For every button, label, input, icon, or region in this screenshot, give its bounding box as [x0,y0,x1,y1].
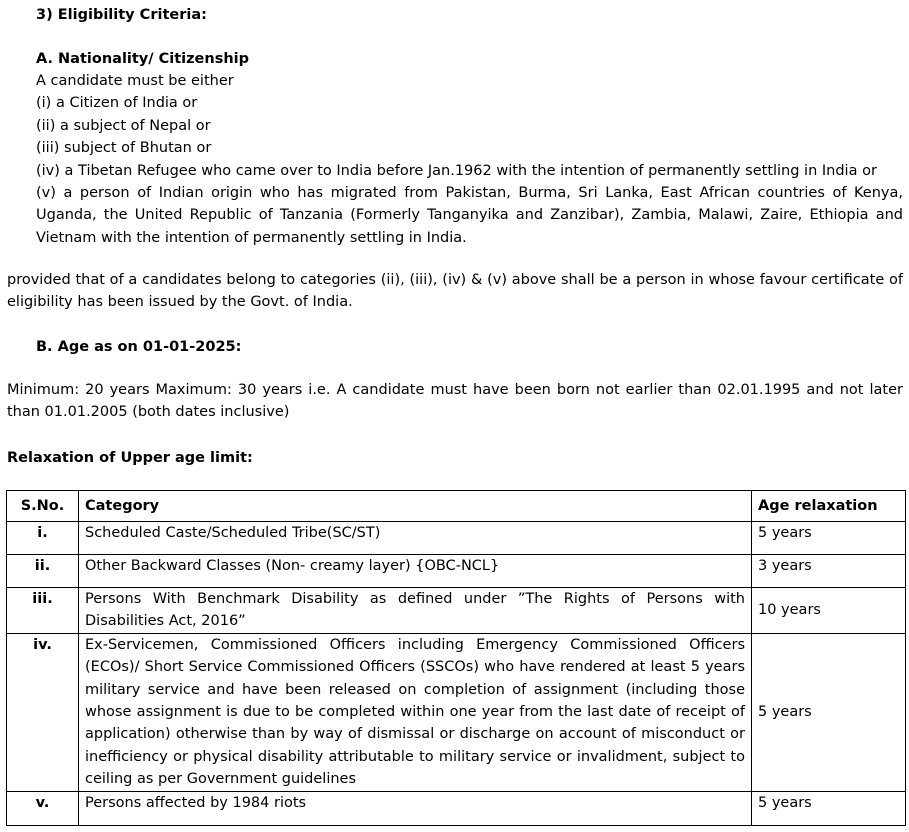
nationality-item: (iv) a Tibetan Refugee who came over to India before Jan.1962 with the intention of permanently settling in India or [36,162,877,179]
column-header-age-relaxation: Age relaxation [752,491,906,522]
table-header-row [7,491,906,522]
nationality-heading: A. Nationality/ Citizenship [36,51,250,67]
table-row [7,522,906,555]
column-header-sno: S.No. [7,491,79,522]
row-category: Persons With Benchmark Disability as defined under ”The Rights of Persons with Disabilities Act, 2016” [79,588,752,634]
row-relaxation: 5 years [752,791,906,825]
age-limits-text: Minimum: 20 years Maximum: 30 years i.e. A candidate must have been born not earlier than 02.01.1995 and not later than 01.01.2005 (both dates inclusive) [7,382,903,421]
row-relaxation: 3 years [752,555,906,588]
table-row [7,555,906,588]
row-relaxation: 10 years [752,588,906,634]
nationality-item: (iii) subject of Bhutan or [36,140,212,157]
row-relaxation: 5 years [752,522,906,555]
row-relaxation: 5 years [752,633,906,791]
row-sno: iii. [7,588,79,634]
row-category: Scheduled Caste/Scheduled Tribe(SC/ST) [79,522,752,555]
nationality-list [36,70,903,249]
nationality-item: (v) a person of Indian origin who has migrated from Pakistan, Burma, Sri Lanka, East African countries of Kenya, Uganda, the United Republic of Tanzania (Formerly Tanganyika and Zanzibar), Zambia, Malawi, Zaire, Ethiopia and Vietnam with the intention of permanently settling in India. [36,185,903,246]
nationality-item: (i) a Citizen of India or [36,95,198,112]
nationality-proviso: provided that of a candidates belong to categories (ii), (iii), (iv) & (v) above shall be a person in whose favour certificate of eligibility has been issued by the Govt. of India. [7,272,903,311]
relaxation-table [6,490,906,826]
nationality-item: (ii) a subject of Nepal or [36,117,211,134]
age-heading: B. Age as on 01-01-2025: [36,339,242,355]
row-category: Other Backward Classes (Non- creamy layer) {OBC-NCL} [79,555,752,588]
table-row [7,791,906,825]
section-title: 3) Eligibility Criteria: [36,7,207,23]
row-category: Persons affected by 1984 riots [79,791,752,825]
row-sno: v. [7,791,79,825]
row-sno: ii. [7,555,79,588]
row-sno: i. [7,522,79,555]
row-sno: iv. [7,633,79,791]
column-header-category: Category [79,491,752,522]
table-row [7,633,906,791]
relaxation-heading: Relaxation of Upper age limit: [7,450,253,466]
table-row [7,588,906,634]
nationality-intro: A candidate must be either [36,73,234,89]
row-category: Ex-Servicemen, Commissioned Officers including Emergency Commissioned Officers (ECOs)/ Short Service Commissioned Officers (SSCOs) who have rendered at least 5 years military service and have been released on completion of assignment (including those whose assignment is due to be completed within one year from the last date of receipt of application) otherwise than by way of dismissal or discharge on account of misconduct or inefficiency or physical disability attributable to military service or invalidment, subject to ceiling as per Government guidelines [79,633,752,791]
